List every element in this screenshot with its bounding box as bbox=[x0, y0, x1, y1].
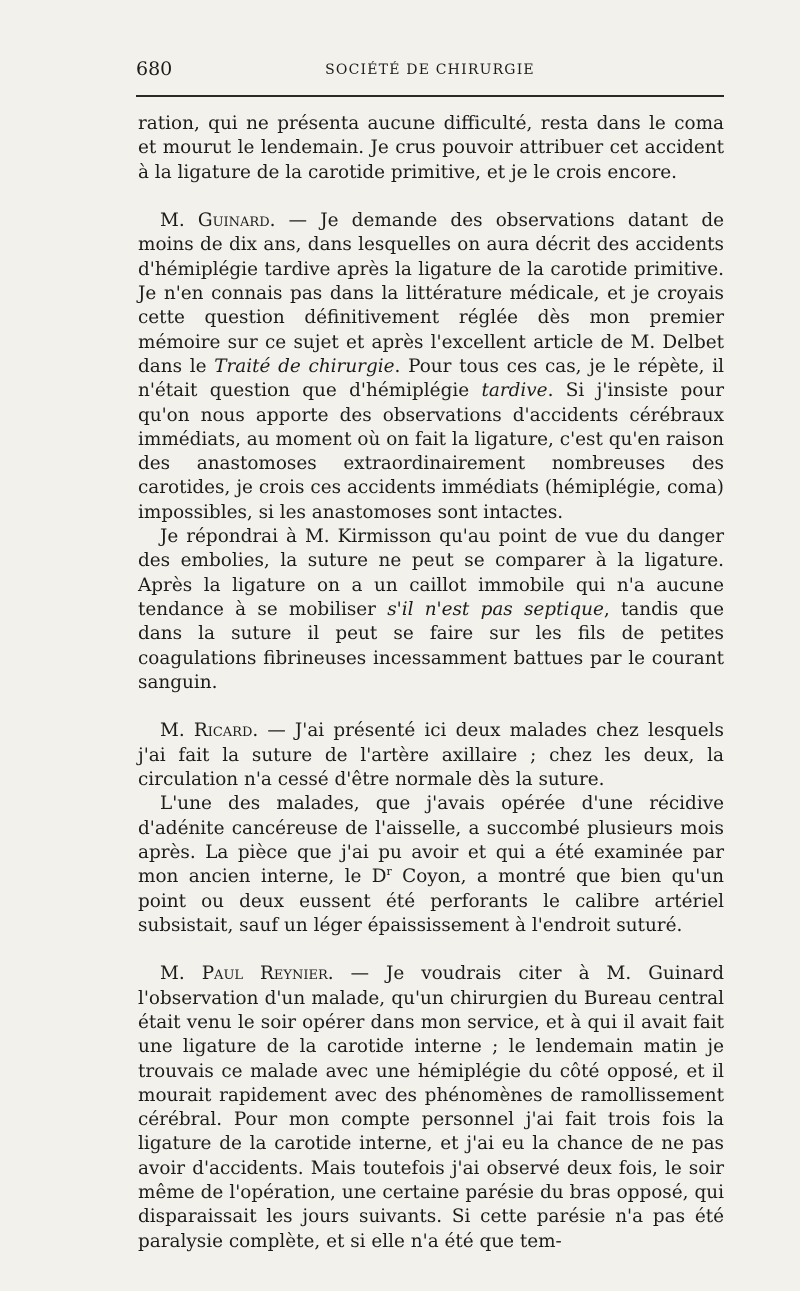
paragraph-text: . — Je demande des observations datant de moins de dix ans, dans lesquelles on aura décrit des accidents d'hémiplégie tardive après la ligature de la carotide primitive. Je n'en connais pas dans la littérature médicale, et je croyais cette question définitivement réglée dès mon premier mémoire sur ce sujet et après l'excellent article de M. Delbet dans le bbox=[138, 210, 724, 377]
paragraph-text: L'une des malades, que j'avais opérée d'une récidive d'adénite cancéreuse de l'aisselle, a succombé plusieurs mois après. La pièce que j'ai pu avoir et qui a été examinée par mon ancien interne, le D bbox=[138, 793, 724, 888]
italic-word: tardive bbox=[481, 380, 548, 402]
paragraph-text: . — Je voudrais citer à M. Guinard l'observation d'un malade, qu'un chirurgien du Bureau central était venu le soir opérer dans mon service, et à qui il avait fait une ligature de la carotide interne ; le lendemain matin je trouvais ce malade avec une hémiplégie du côté opposé, et il mourait rapidement avec des phénomènes de ramollissement cérébral. Pour mon compte personnel j'ai fait trois fois la ligature de la carotide interne, et j'ai eu la chance de ne pas avoir d'accidents. Mais toutefois j'ai observé deux fois, le soir même de l'opération, une certaine parésie du bras opposé, qui disparaissait les jours suivants. Si cette parésie n'a pas été paralysie complète, et si elle n'a été que tem- bbox=[138, 963, 725, 1252]
header-rule bbox=[136, 95, 724, 97]
paragraph-text: . Si j'insiste pour qu'on nous apporte des observations d'accidents cérébraux immédiats, au moment où on fait la ligature, c'est qu'en raison des anastomoses extraordinairement nombreuses des carotides, je crois ces accidents immédiats (hémiplégie, coma) impossibles, si les anastomoses sont intactes. bbox=[138, 380, 725, 523]
italic-phrase: s'il n'est pas septique bbox=[387, 598, 604, 620]
speaker-name: Paul Reynier bbox=[201, 963, 328, 985]
superscript: r bbox=[386, 865, 392, 879]
speaker-prefix: M. bbox=[160, 210, 185, 232]
paragraph-text: , tandis que dans la suture il peut se faire sur les fils de petites coagulations fibrineuses incessamment battues par le courant sanguin. bbox=[138, 598, 724, 693]
page-header bbox=[136, 58, 724, 82]
paragraph-text: . Pour tous ces cas, je le répète, il n'était question que d'hémiplégie bbox=[138, 355, 724, 402]
speaker-prefix: M. bbox=[160, 963, 185, 985]
paragraph-kirmisson-reply bbox=[138, 525, 724, 695]
speaker-name: Ricard bbox=[193, 720, 253, 742]
body-text bbox=[138, 112, 724, 1254]
paragraph-ricard bbox=[138, 719, 724, 792]
paragraph-text: Coyon, a montré que bien qu'un point ou deux eussent été perforants le calibre artériel subsistait, sauf un léger épaississement à l'endroit suturé. bbox=[138, 866, 724, 936]
paragraph-reynier bbox=[138, 962, 724, 1254]
running-head: SOCIÉTÉ DE CHIRURGIE bbox=[325, 62, 535, 78]
paragraph-guinard bbox=[138, 209, 724, 525]
speaker-prefix: M. bbox=[160, 720, 185, 742]
page-number: 680 bbox=[136, 58, 173, 80]
italic-title: Traité de chirurgie bbox=[214, 355, 395, 377]
paragraph-text: Je répondrai à M. Kirmisson qu'au point de vue du danger des embolies, la suture ne peut se comparer à la ligature. Après la ligature on a un caillot immobile qui n'a aucune tendance à se mobiliser bbox=[138, 526, 724, 620]
paragraph-ricard-continued bbox=[138, 792, 724, 938]
paragraph-continuation bbox=[138, 112, 724, 185]
paragraph-text: ration, qui ne présenta aucune difficulté, resta dans le coma et mourut le lendemain. Je crus pouvoir attribuer cet accident à la ligature de la carotide primitive, et je le crois encore. bbox=[138, 113, 724, 183]
speaker-name: Guinard bbox=[197, 210, 270, 232]
paragraph-text: . — J'ai présenté ici deux malades chez lesquels j'ai fait la suture de l'artère axillaire ; chez les deux, la circulation n'a cessé d'être normale dès la suture. bbox=[138, 720, 724, 791]
